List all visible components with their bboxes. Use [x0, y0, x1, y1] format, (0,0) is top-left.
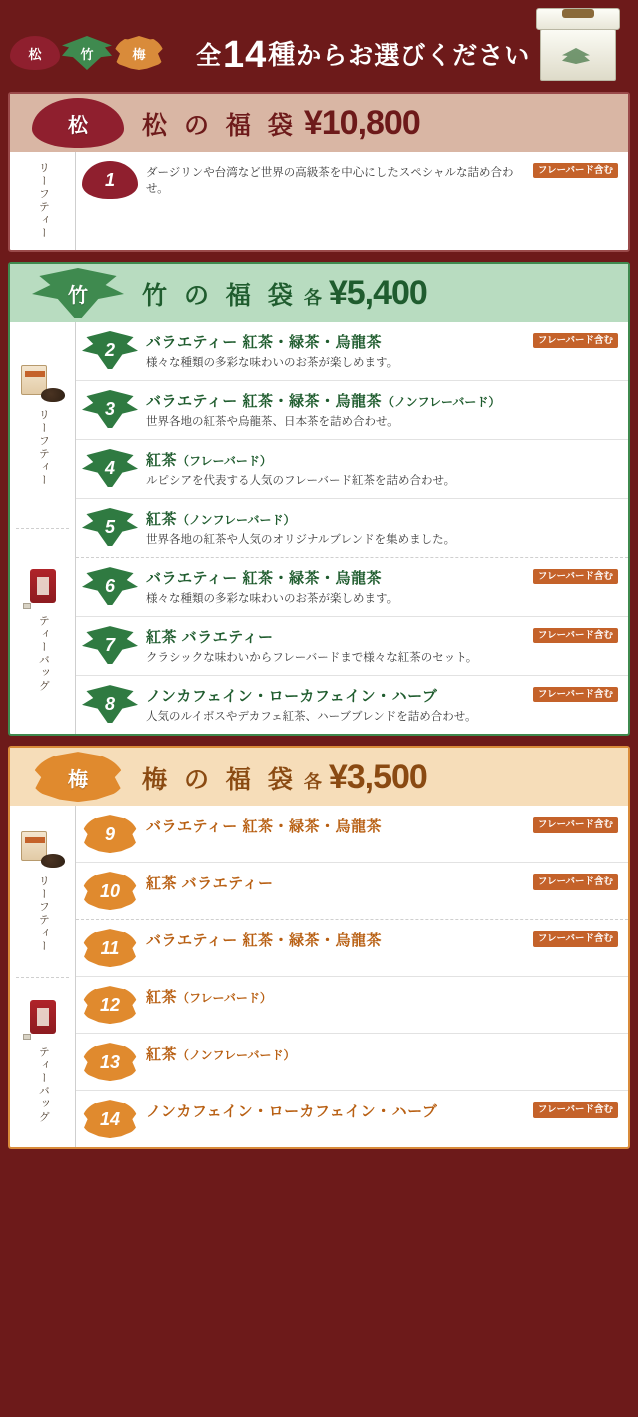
product-title [146, 510, 618, 530]
section-take-price: ¥5,400 [328, 273, 427, 312]
product-number: 13 [99, 1051, 121, 1072]
page-title-mid: 種 [268, 40, 297, 70]
product-number-badge [82, 390, 138, 428]
product-row-13[interactable] [76, 1033, 628, 1090]
page-title [196, 33, 530, 74]
product-title-main: 紅茶 [146, 452, 178, 470]
product-text-8 [146, 685, 525, 725]
product-title-main: 紅茶 [146, 1046, 178, 1064]
product-title-note: （ノンフレーバード） [177, 1048, 296, 1063]
product-number: 4 [104, 457, 115, 478]
product-text-6 [146, 567, 525, 607]
product-title [146, 333, 525, 353]
section-ume-body [10, 806, 628, 1147]
product-description: ダージリンや台湾など世界の高級茶を中心にしたスペシャルな詰め合わせ。 [146, 167, 514, 195]
product-title [146, 569, 525, 589]
product-text-14 [146, 1100, 525, 1122]
product-row-8[interactable] [76, 675, 628, 734]
product-number-badge [82, 626, 138, 664]
product-row-7[interactable] [76, 616, 628, 675]
product-title [146, 687, 525, 707]
tea-bag-thumb-icon [21, 1000, 65, 1040]
product-row-6[interactable] [76, 557, 628, 616]
section-matsu-body [10, 152, 628, 250]
product-title-main: ノンカフェイン・ローカフェイン・ハーブ [146, 1103, 438, 1121]
rail-label-leaf-tea: リーフティー [37, 875, 50, 954]
product-number: 11 [100, 937, 120, 958]
product-number-badge [82, 1100, 138, 1138]
product-row-10[interactable] [76, 862, 628, 919]
product-title-main: バラエティー 紅茶・緑茶・烏龍茶 [146, 818, 382, 836]
product-text-2 [146, 331, 525, 371]
matsu-badge-label: 松 [28, 46, 42, 62]
product-title [146, 817, 525, 837]
leaf-tea-thumb-icon [21, 829, 65, 869]
product-title-main: 紅茶 バラエティー [146, 875, 274, 893]
section-matsu-badge-label: 松 [68, 114, 88, 137]
section-matsu-title: 松 の 福 袋 [142, 111, 298, 140]
product-description: 世界各地の紅茶や人気のオリジナルブレンドを集めました。 [146, 533, 456, 546]
product-title [146, 392, 618, 412]
product-description: 様々な種類の多彩な味わいのお茶が楽しめます。 [146, 592, 399, 605]
product-number: 1 [104, 169, 115, 190]
section-matsu-header [10, 94, 628, 152]
product-number-badge [82, 331, 138, 369]
section-ume-header [10, 748, 628, 806]
flavored-included-tag: フレーバード含む [533, 163, 618, 178]
product-title-main: バラエティー 紅茶・緑茶・烏龍茶 [146, 932, 382, 950]
rail-group-leaf-tea [10, 806, 75, 977]
section-matsu-rows [76, 152, 628, 250]
section-take-badge [32, 268, 124, 318]
product-title-main: バラエティー 紅茶・緑茶・烏龍茶 [146, 393, 382, 411]
section-take [8, 262, 630, 736]
section-take-body [10, 322, 628, 734]
flavored-included-tag: フレーバード含む [533, 569, 618, 584]
flavored-included-tag: フレーバード含む [533, 817, 618, 832]
pouch-window [37, 577, 49, 595]
product-number-badge [82, 815, 138, 853]
product-text-11 [146, 929, 525, 951]
tea-bag-thumb-icon [21, 569, 65, 609]
pouch-window [37, 1008, 49, 1026]
tea-bag-pouch [30, 1000, 56, 1034]
flavored-included-tag: フレーバード含む [533, 1102, 618, 1117]
product-description: ルピシアを代表する人気のフレーバード紅茶を詰め合わせ。 [146, 474, 456, 487]
product-number-badge [82, 1043, 138, 1081]
page-title-prefix: 全 [196, 42, 223, 70]
gift-box-handle [562, 9, 594, 18]
rail-label-tea-bag: ティーバッグ [37, 1045, 50, 1124]
product-title-main: 紅茶 バラエティー [146, 629, 274, 647]
product-description: 様々な種類の多彩な味わいのお茶が楽しめます。 [146, 356, 399, 369]
section-take-badge-label: 竹 [68, 284, 88, 307]
section-ume-rail [10, 806, 76, 1147]
product-row-5[interactable] [76, 498, 628, 557]
product-title [146, 1045, 618, 1065]
product-number-badge [82, 872, 138, 910]
product-number: 8 [104, 693, 115, 714]
section-take-title-group [142, 274, 427, 313]
section-take-header [10, 264, 628, 322]
product-title-main: 紅茶 [146, 989, 178, 1007]
product-text-5 [146, 508, 618, 548]
matsu-badge-icon [10, 36, 60, 70]
product-number: 14 [99, 1108, 121, 1129]
product-row-1[interactable] [76, 152, 628, 208]
product-text-1 [146, 161, 525, 197]
product-row-14[interactable] [76, 1090, 628, 1147]
loose-leaf-pile [41, 854, 65, 868]
product-row-12[interactable] [76, 976, 628, 1033]
page-title-count: 14 [223, 34, 268, 76]
product-title-note: （ノンフレーバード） [381, 395, 501, 410]
leaf-tea-thumb-icon [21, 363, 65, 403]
flavored-included-tag: フレーバード含む [533, 931, 618, 946]
product-text-12 [146, 986, 618, 1008]
section-ume-title: 梅 の 福 袋 [142, 765, 298, 794]
section-matsu-price: ¥10,800 [303, 103, 420, 142]
page-title-suffix: からお選びください [296, 42, 531, 70]
product-number-badge [82, 567, 138, 605]
rail-group-tea-bag [10, 528, 75, 734]
section-matsu [8, 92, 630, 252]
product-text-10 [146, 872, 525, 894]
take-badge-icon [62, 36, 112, 70]
product-title [146, 451, 618, 471]
section-ume-each-label: 各 [303, 771, 323, 792]
product-row-9[interactable] [76, 806, 628, 862]
product-number-badge [82, 449, 138, 487]
product-number: 3 [104, 398, 115, 419]
section-take-rows [76, 322, 628, 734]
tea-bag-tag [23, 603, 31, 609]
section-take-title: 竹 の 福 袋 [142, 281, 298, 310]
tea-bag-tag [23, 1034, 31, 1040]
product-description: クラシックな味わいからフレーバードまで様々な紅茶のセット。 [146, 651, 478, 664]
section-matsu-badge [32, 98, 124, 148]
product-title-main: バラエティー 紅茶・緑茶・烏龍茶 [146, 570, 382, 588]
pack-stripe [25, 371, 45, 377]
product-title-note: （フレーバード） [177, 454, 272, 469]
product-text-13 [146, 1043, 618, 1065]
section-ume-price: ¥3,500 [328, 757, 427, 796]
tea-bag-pouch [30, 569, 56, 603]
product-title-note: （フレーバード） [177, 991, 272, 1006]
section-ume-badge-label: 梅 [68, 768, 88, 791]
product-text-4 [146, 449, 618, 489]
product-title [146, 1102, 525, 1122]
rail-group-leaf-tea [10, 322, 75, 528]
product-number: 12 [99, 994, 121, 1015]
take-badge-label: 竹 [80, 46, 94, 62]
product-text-3 [146, 390, 618, 430]
product-row-2[interactable] [76, 322, 628, 380]
section-ume [8, 746, 630, 1149]
product-number: 10 [99, 880, 121, 901]
rail-group-leaf-tea [10, 152, 75, 250]
flavored-included-tag: フレーバード含む [533, 333, 618, 348]
product-number: 5 [104, 516, 115, 537]
product-number: 2 [104, 339, 115, 360]
product-row-11[interactable] [76, 919, 628, 976]
rail-label-leaf-tea: リーフティー [37, 409, 50, 488]
flavored-included-tag: フレーバード含む [533, 687, 618, 702]
product-number: 9 [104, 823, 115, 844]
product-title-main: バラエティー 紅茶・緑茶・烏龍茶 [146, 334, 382, 351]
product-title-main: 紅茶 [146, 511, 178, 529]
section-take-rail [10, 322, 76, 734]
loose-leaf-pile [41, 388, 65, 402]
product-text-9 [146, 815, 525, 837]
product-number: 6 [104, 575, 115, 596]
page-header [0, 0, 638, 92]
ume-badge-icon [114, 36, 164, 70]
flavored-included-tag: フレーバード含む [533, 628, 618, 643]
product-row-4[interactable] [76, 439, 628, 498]
product-number-badge [82, 929, 138, 967]
product-number-badge [82, 986, 138, 1024]
pack-stripe [25, 837, 45, 843]
ume-badge-label: 梅 [132, 46, 146, 62]
gift-box-icon [536, 8, 620, 82]
section-matsu-rail [10, 152, 76, 250]
rail-group-tea-bag [10, 977, 75, 1148]
product-text-7 [146, 626, 525, 666]
product-number-badge [82, 685, 138, 723]
section-ume-title-group [142, 758, 427, 797]
header-badge-group [10, 36, 164, 70]
product-title [146, 874, 525, 894]
section-ume-badge [32, 752, 124, 802]
section-take-each-label: 各 [303, 287, 323, 308]
product-title [146, 931, 525, 951]
rail-label-tea-bag: ティーバッグ [37, 615, 50, 694]
product-row-3[interactable] [76, 380, 628, 439]
product-title-note: （ノンフレーバード） [177, 513, 296, 528]
product-description: 人気のルイボスやデカフェ紅茶、ハーブブレンドを詰め合わせ。 [146, 710, 477, 723]
product-number-badge [82, 508, 138, 546]
section-matsu-title-group [142, 104, 420, 143]
product-number-badge [82, 161, 138, 199]
rail-label-leaf-tea: リーフティー [37, 162, 50, 240]
product-title-main: ノンカフェイン・ローカフェイン・ハーブ [146, 688, 438, 706]
product-number: 7 [104, 634, 115, 655]
section-ume-rows [76, 806, 628, 1147]
product-title [146, 628, 525, 648]
flavored-included-tag: フレーバード含む [533, 874, 618, 889]
product-title [146, 988, 618, 1008]
product-description: 世界各地の紅茶や烏龍茶、日本茶を詰め合わせ。 [146, 415, 399, 428]
